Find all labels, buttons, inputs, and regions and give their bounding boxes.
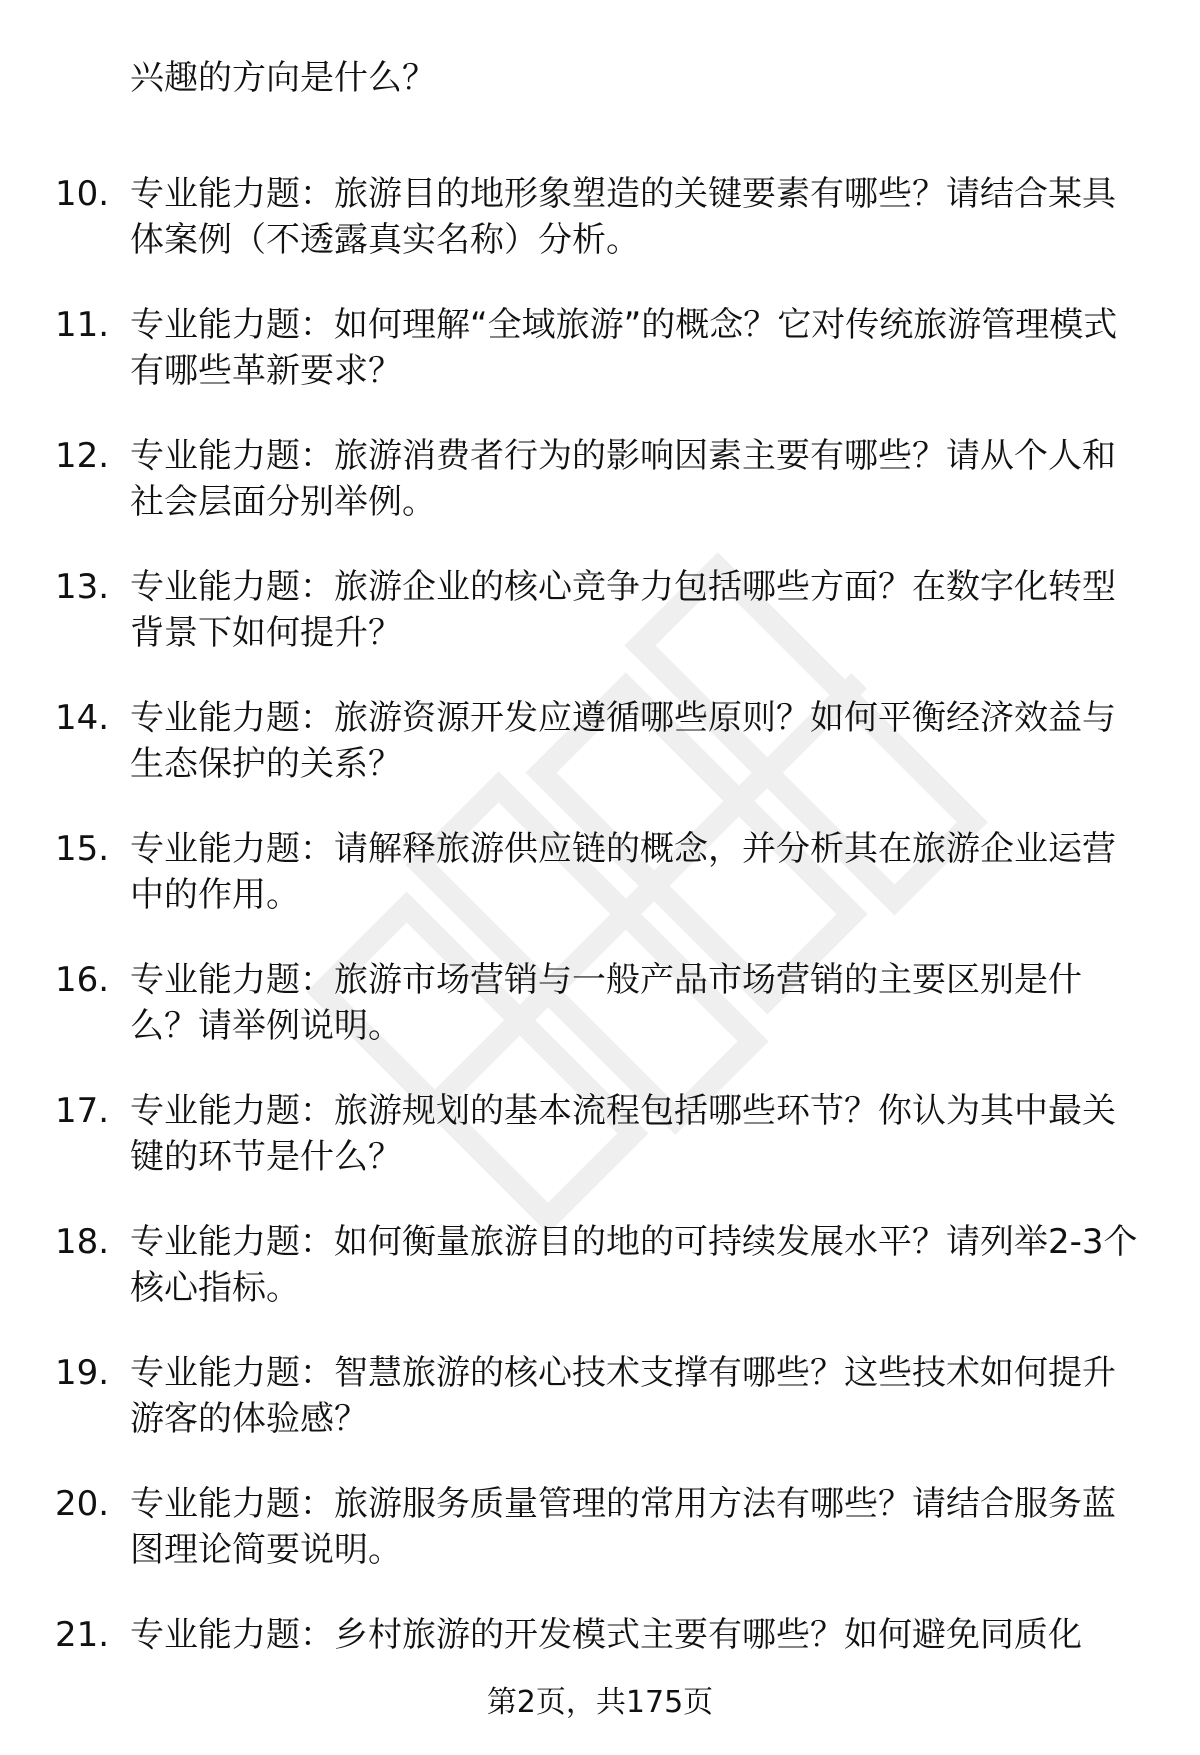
list-item <box>0 433 1200 553</box>
question-number: 19. <box>55 1353 110 1393</box>
question-number: 18. <box>55 1222 110 1262</box>
question-text: 专业能力题：旅游市场营销与一般产品市场营销的主要区别是什么？请举例说明。 <box>130 960 1082 1046</box>
list-item <box>0 1350 1200 1470</box>
question-text: 专业能力题：如何理解“全域旅游”的概念？它对传统旅游管理模式有哪些革新要求？ <box>130 305 1118 391</box>
question-text: 专业能力题：旅游规划的基本流程包括哪些环节？你认为其中最关键的环节是什么？ <box>130 1091 1116 1177</box>
list-item <box>0 1481 1200 1601</box>
list-item <box>0 957 1200 1077</box>
list-item <box>0 695 1200 815</box>
question-text: 专业能力题：乡村旅游的开发模式主要有哪些？如何避免同质化 <box>130 1615 1082 1655</box>
question-list <box>0 55 1200 1743</box>
list-item <box>0 564 1200 684</box>
question-text: 专业能力题：如何衡量旅游目的地的可持续发展水平？请列举2-3个核心指标。 <box>130 1222 1138 1308</box>
question-number: 17. <box>55 1091 110 1131</box>
question-number: 14. <box>55 698 110 738</box>
page-footer: 第2页，共175页 <box>486 1685 714 1720</box>
question-number: 11. <box>55 305 110 345</box>
list-item <box>0 302 1200 422</box>
question-number: 10. <box>55 174 110 214</box>
question-number: 13. <box>55 567 110 607</box>
list-item <box>0 1088 1200 1208</box>
question-text: 专业能力题：智慧旅游的核心技术支撑有哪些？这些技术如何提升游客的体验感？ <box>130 1353 1116 1439</box>
question-text: 专业能力题：旅游服务质量管理的常用方法有哪些？请结合服务蓝图理论简要说明。 <box>130 1484 1116 1570</box>
list-item <box>0 1219 1200 1339</box>
question-text: 专业能力题：请解释旅游供应链的概念，并分析其在旅游企业运营中的作用。 <box>130 829 1116 915</box>
list-item <box>0 826 1200 946</box>
continuation-text: 兴趣的方向是什么？ <box>130 58 436 98</box>
question-number: 15. <box>55 829 110 869</box>
question-text: 专业能力题：旅游消费者行为的影响因素主要有哪些？请从个人和社会层面分别举例。 <box>130 436 1116 522</box>
list-item <box>0 171 1200 291</box>
question-number: 16. <box>55 960 110 1000</box>
question-number: 20. <box>55 1484 110 1524</box>
question-number: 21. <box>55 1615 110 1655</box>
question-text: 专业能力题：旅游企业的核心竞争力包括哪些方面？在数字化转型背景下如何提升？ <box>130 567 1116 653</box>
question-text: 专业能力题：旅游资源开发应遵循哪些原则？如何平衡经济效益与生态保护的关系？ <box>130 698 1116 784</box>
question-text: 专业能力题：旅游目的地形象塑造的关键要素有哪些？请结合某具体案例（不透露真实名称）分析。 <box>130 174 1116 260</box>
question-number: 12. <box>55 436 110 476</box>
